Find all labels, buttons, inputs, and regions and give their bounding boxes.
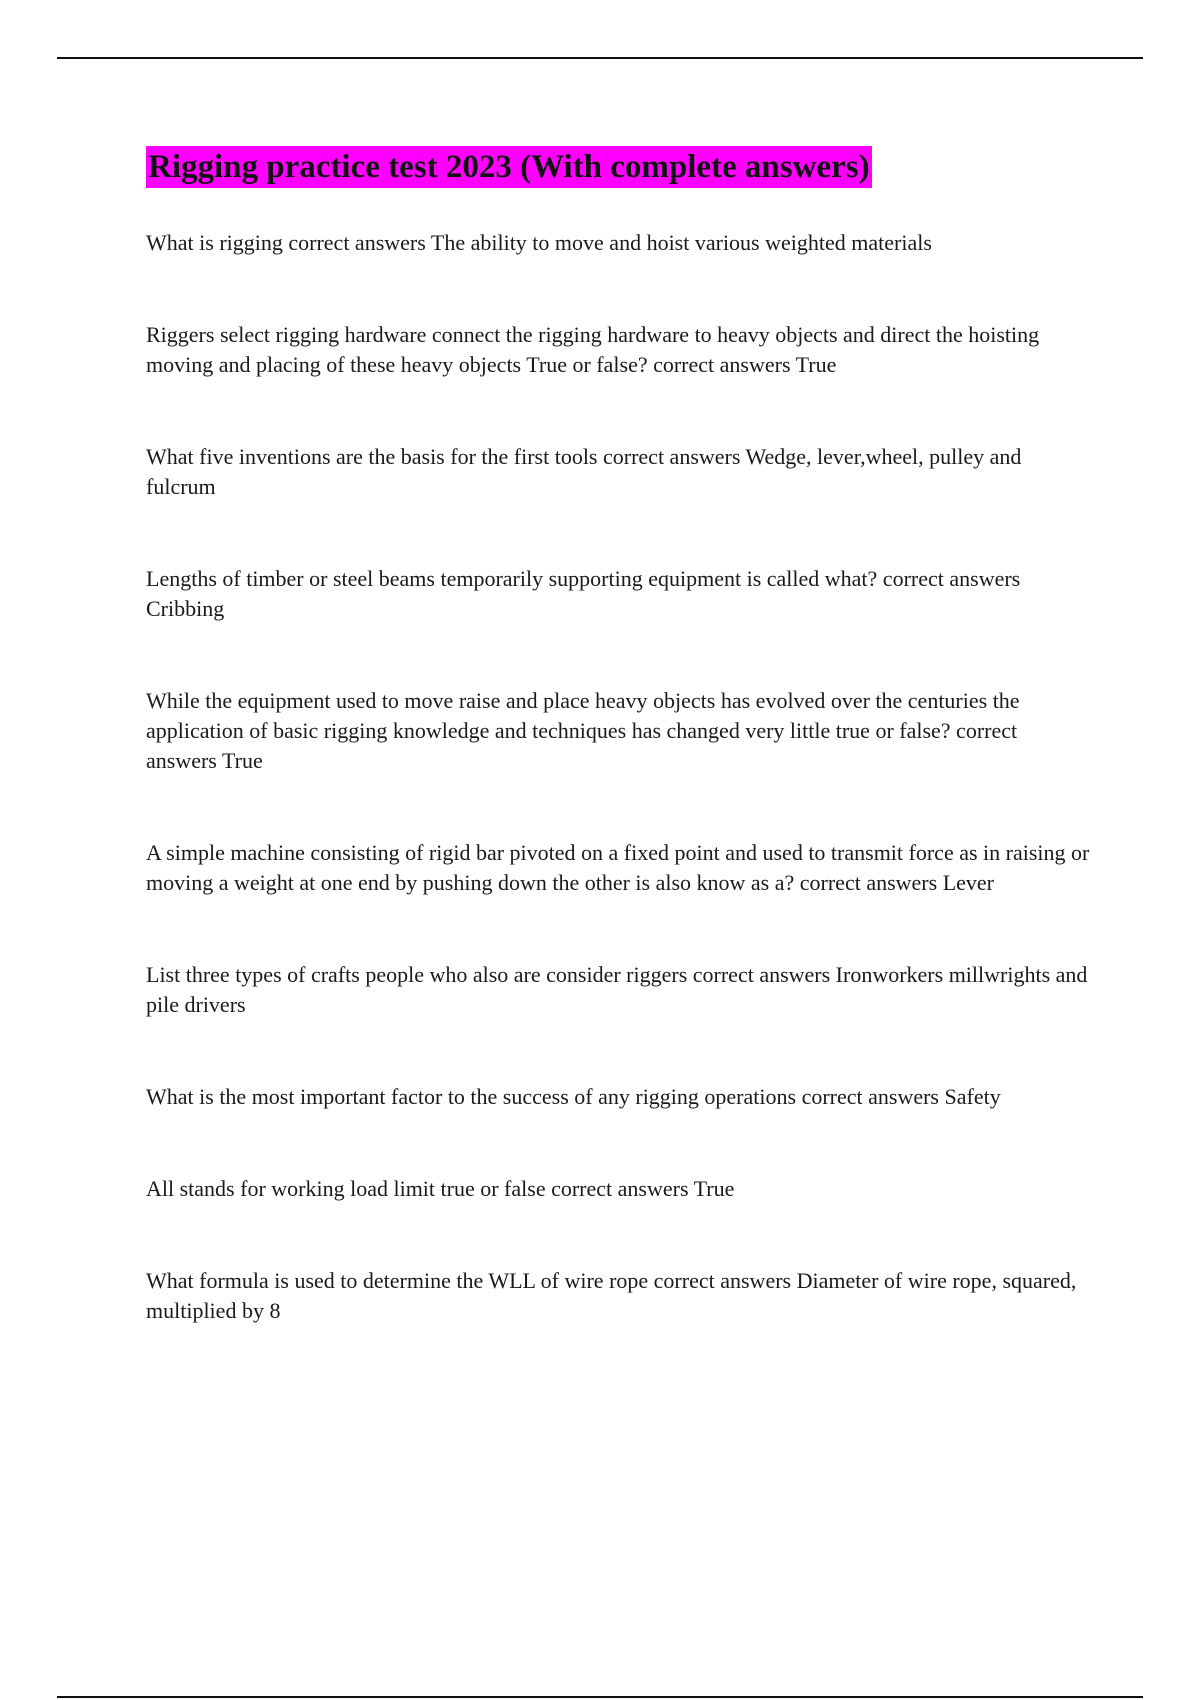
qa-item-5: While the equipment used to move raise and place heavy objects has evolved over the centuries the application of basic rigging knowledge and techniques has changed very little true or false? correct answers True <box>146 688 1020 773</box>
qa-item-4: Lengths of timber or steel beams temporarily supporting equipment is called what? correct answers Cribbing <box>146 566 1021 621</box>
qa-item-8: What is the most important factor to the success of any rigging operations correct answers Safety <box>146 1084 1001 1109</box>
qa-item-1: What is rigging correct answers The ability to move and hoist various weighted materials <box>146 230 932 255</box>
top-rule <box>57 57 1143 59</box>
title-block <box>146 146 872 188</box>
qa-item-10: What formula is used to determine the WLL of wire rope correct answers Diameter of wire rope, squared, multiplied by 8 <box>146 1268 1077 1323</box>
qa-item-9: All stands for working load limit true or false correct answers True <box>146 1176 735 1201</box>
bottom-rule <box>57 1696 1143 1698</box>
question-list <box>146 228 1092 1326</box>
qa-item-3: What five inventions are the basis for the first tools correct answers Wedge, lever,wheel, pulley and fulcrum <box>146 444 1022 499</box>
qa-item-6: A simple machine consisting of rigid bar pivoted on a fixed point and used to transmit force as in raising or moving a weight at one end by pushing down the other is also know as a? correct answers Lever <box>146 840 1090 895</box>
document-title: Rigging practice test 2023 (With complete answers) <box>146 146 872 188</box>
qa-item-7: List three types of crafts people who also are consider riggers correct answers Ironworkers millwrights and pile drivers <box>146 962 1088 1017</box>
qa-item-2: Riggers select rigging hardware connect the rigging hardware to heavy objects and direct the hoisting moving and placing of these heavy objects True or false? correct answers True <box>146 322 1040 377</box>
